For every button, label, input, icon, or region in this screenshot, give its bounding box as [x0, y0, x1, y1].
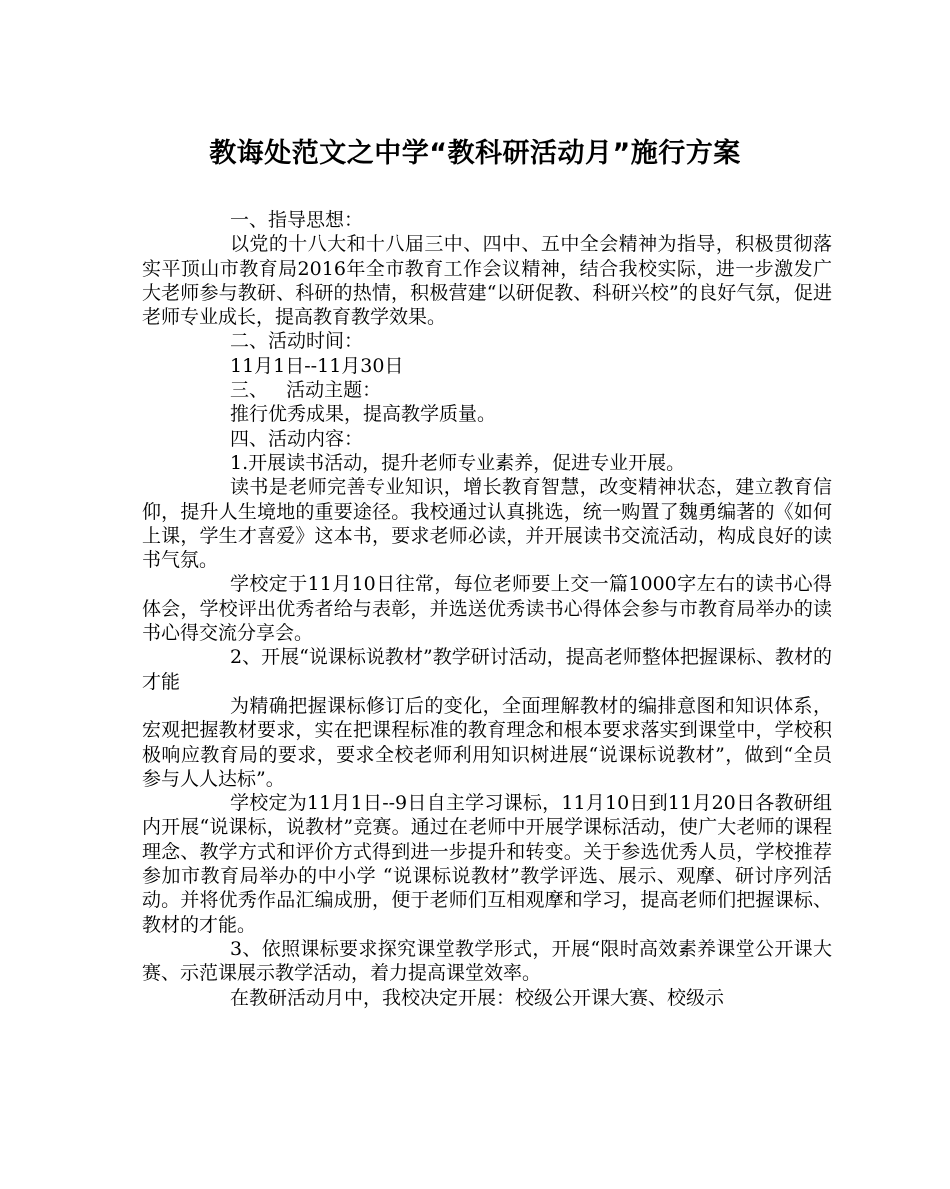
- section-heading-activity-content: 四、活动内容：: [230, 427, 364, 450]
- paragraph-open-class: 在教研活动月中，我校决定开展：校级公开课大赛、校级示: [230, 986, 725, 1009]
- document-body: [142, 208, 832, 1010]
- paragraph-curriculum: 为精确把握课标修订后的变化，全面理解教材的编排意图和知识体系，宏观把握教材要求，实在把课程标准的教育理念和根本要求落实到课堂中，学校积极响应教育局的要求，要求全校老师利用知识树进展“说课标说教材”，做到“全员参与人人达标”。: [142, 694, 832, 790]
- activity-theme-value: 推行优秀成果，提高教学质量。: [230, 403, 497, 426]
- paragraph-reading: 读书是老师完善专业知识，增长教育智慧，改变精神状态，建立教育信仰，提升人生境地的重要途径。我校通过认真挑选，统一购置了魏勇编著的《如何上课，学生才喜爱》这本书，要求老师必读，并开展读书交流活动，构成良好的读书气氛。: [142, 476, 832, 572]
- paragraph-curriculum-schedule: 学校定为11月1日--9日自主学习课标，11月10日到11月20日各教研组内开展“说课标，说教材”竞赛。通过在老师中开展学课标活动，使广大老师的课程理念、教学方式和评价方式得到进一步提升和转变。关于参选优秀人员，学校推荐参加市教育局举办的中小学 “说课标说教材”教学评选、展示、观摩、研讨序列活动。并将优秀作品汇编成册，便于老师们互相观摩和学习，提高老师们把握课标、教材的才能。: [142, 792, 832, 936]
- item-3-heading: 3、依照课标要求探究课堂教学形式，开展“限时高效素养课堂公开课大赛、示范课展示教学活动，着力提高课堂效率。: [142, 937, 832, 985]
- paragraph-guiding-thought: 以党的十八大和十八届三中、四中、五中全会精神为指导，积极贯彻落实平顶山市教育局2016年全市教育工作会议精神，结合我校实际，进一步激发广大老师参与教研、科研的热情，积极营建“以研促教、科研兴校”的良好气氛，促进老师专业成长，提高教育教学效果。: [142, 233, 832, 329]
- document-title: 教诲处范文之中学“教科研活动月”施行方案: [209, 138, 741, 169]
- item-1-heading: 1.开展读书活动，提升老师专业素养，促进专业开展。: [230, 451, 686, 474]
- section-heading-activity-theme: 三、 活动主题：: [230, 379, 382, 402]
- activity-time-value: 11月1日--11月30日: [230, 354, 404, 377]
- section-heading-guiding-thought: 一、指导思想：: [230, 209, 364, 231]
- paragraph-reading-schedule: 学校定于11月10日往常，每位老师要上交一篇1000字左右的读书心得体会，学校评出优秀者给与表彰，并选送优秀读书心得体会参与市教育局举办的读书心得交流分享会。: [142, 573, 832, 645]
- item-2-heading: 2、开展“说课标说教材”教学研讨活动，提高老师整体把握课标、教材的才能: [142, 646, 832, 693]
- section-heading-activity-time: 二、活动时间：: [230, 330, 364, 353]
